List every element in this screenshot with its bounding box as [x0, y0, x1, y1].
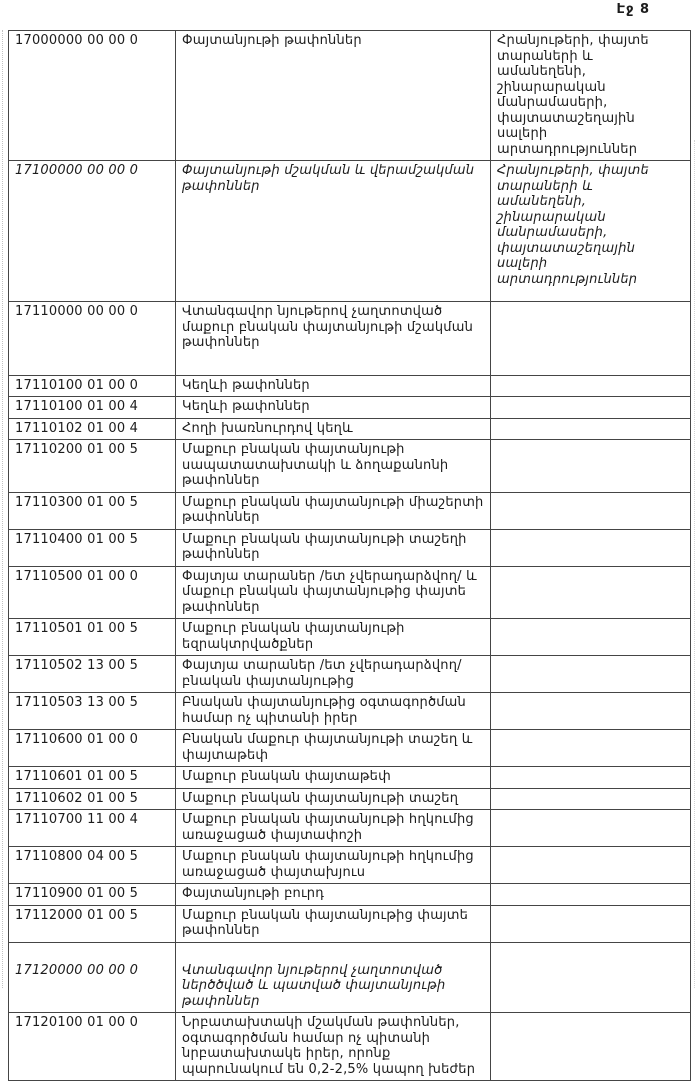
description-cell: Մաքուր բնական փայտանյութի տաշեղի թափոններ — [176, 529, 491, 566]
code-cell: 17110100 01 00 4 — [9, 397, 176, 419]
description-cell: Մաքուր բնական փայտանյութի սապատատախտակի և ձողաքանոնի թափոններ — [176, 440, 491, 493]
code-cell: 17100000 00 00 0 — [9, 161, 176, 302]
table-row — [9, 847, 691, 884]
description-cell: Մաքուր բնական փայտանյութից փայտե թափոններ — [176, 905, 491, 942]
industry-cell: Հրանյութերի, փայտե տարաների և ամանեղենի, շինարարական մանրամասերի, փայտատաշեղային սալերի արտադրություններ — [491, 31, 691, 161]
code-cell: 17000000 00 00 0 — [9, 31, 176, 161]
description-cell: Բնական փայտանյութից օգտագործման համար ոչ պիտանի իրեր — [176, 693, 491, 730]
industry-cell — [491, 656, 691, 693]
industry-cell — [491, 942, 691, 1013]
description-cell: Հողի խառնուրդով կեղև — [176, 418, 491, 440]
description-cell: Բնական մաքուր փայտանյութի տաշեղ և փայտաթեփ — [176, 730, 491, 767]
code-cell: 17120100 01 00 0 — [9, 1013, 176, 1081]
table-row — [9, 397, 691, 419]
code-cell: 17110601 01 00 5 — [9, 767, 176, 789]
table-row — [9, 566, 691, 619]
description-cell: Մաքուր բնական փայտանյութի տաշեղ — [176, 788, 491, 810]
table-row — [9, 884, 691, 906]
description-cell: Մաքուր բնական փայտանյութի հղկումից առաջացած փայտափոշի — [176, 810, 491, 847]
description-cell: Նրբատախտակի մշակման թափոններ, օգտագործման համար ոչ պիտանի նրբատախտակե իրեր, որոնք պարունակում են 0,2-2,5% կապող խեժեր — [176, 1013, 491, 1081]
code-cell: 17110300 01 00 5 — [9, 492, 176, 529]
code-cell: 17110100 01 00 0 — [9, 375, 176, 397]
industry-cell — [491, 418, 691, 440]
table-row — [9, 492, 691, 529]
industry-cell — [491, 566, 691, 619]
table-row — [9, 619, 691, 656]
code-cell: 17110700 11 00 4 — [9, 810, 176, 847]
description-cell: Փայտյա տարաներ /ետ չվերադարձվող/ և մաքուր բնական փայտանյութից փայտե թափոններ — [176, 566, 491, 619]
code-cell: 17110900 01 00 5 — [9, 884, 176, 906]
code-cell: 17110500 01 00 0 — [9, 566, 176, 619]
scan-artifact-line-right — [694, 140, 695, 988]
industry-cell: Հրանյութերի, փայտե տարաների և ամանեղենի, շինարարական մանրամասերի, փայտատաշեղային սալերի արտադրություններ — [491, 161, 691, 302]
code-cell: 17110200 01 00 5 — [9, 440, 176, 493]
table-row — [9, 31, 691, 161]
code-cell: 17110501 01 00 5 — [9, 619, 176, 656]
table-row — [9, 161, 691, 302]
code-cell: 17110000 00 00 0 — [9, 302, 176, 376]
code-cell: 17110400 01 00 5 — [9, 529, 176, 566]
code-cell: 17110800 04 00 5 — [9, 847, 176, 884]
industry-cell — [491, 810, 691, 847]
description-cell: Կեղևի թափոններ — [176, 375, 491, 397]
industry-cell — [491, 619, 691, 656]
description-cell: Մաքուր բնական փայտանյութի հղկումից առաջացած փայտախյուս — [176, 847, 491, 884]
table-row — [9, 440, 691, 493]
code-cell: 17110503 13 00 5 — [9, 693, 176, 730]
table-row — [9, 730, 691, 767]
code-cell: 17110602 01 00 5 — [9, 788, 176, 810]
table-row — [9, 767, 691, 789]
industry-cell — [491, 905, 691, 942]
code-cell: 17110102 01 00 4 — [9, 418, 176, 440]
industry-cell — [491, 529, 691, 566]
description-cell: Փայտանյութի բուրդ — [176, 884, 491, 906]
industry-cell — [491, 492, 691, 529]
table-row — [9, 656, 691, 693]
industry-cell — [491, 730, 691, 767]
industry-cell — [491, 397, 691, 419]
industry-cell — [491, 375, 691, 397]
table-row — [9, 529, 691, 566]
code-cell: 17120000 00 00 0 — [9, 942, 176, 1013]
description-cell: Փայտանյութի թափոններ — [176, 31, 491, 161]
table-row — [9, 1013, 691, 1081]
description-cell: Փայտյա տարաներ /ետ չվերադարձվող/ բնական փայտանյութից — [176, 656, 491, 693]
description-cell: Վտանգավոր նյութերով չաղտոտված մաքուր բնական փայտանյութի մշակման թափոններ — [176, 302, 491, 376]
description-cell: Մաքուր բնական փայտանյութի միաշերտի թափոններ — [176, 492, 491, 529]
industry-cell — [491, 884, 691, 906]
industry-cell — [491, 302, 691, 376]
industry-cell — [491, 847, 691, 884]
table-row — [9, 788, 691, 810]
table-row — [9, 418, 691, 440]
description-cell: Մաքուր բնական փայտաթեփ — [176, 767, 491, 789]
code-cell: 17110600 01 00 0 — [9, 730, 176, 767]
table-row — [9, 693, 691, 730]
table-row — [9, 905, 691, 942]
industry-cell — [491, 440, 691, 493]
table-row — [9, 302, 691, 376]
industry-cell — [491, 1013, 691, 1081]
page-number: Էջ 8 — [616, 2, 650, 17]
waste-table-body — [9, 31, 691, 1081]
description-cell: Փայտանյութի մշակման և վերամշակման թափոններ — [176, 161, 491, 302]
code-cell: 17110502 13 00 5 — [9, 656, 176, 693]
industry-cell — [491, 788, 691, 810]
industry-cell — [491, 693, 691, 730]
table-row — [9, 942, 691, 1013]
table-row — [9, 375, 691, 397]
industry-cell — [491, 767, 691, 789]
table-row — [9, 810, 691, 847]
description-cell: Վտանգավոր նյութերով չաղտոտված ներծծված և պատված փայտանյութի թափոններ — [176, 942, 491, 1013]
waste-classification-table — [8, 30, 691, 1081]
scan-artifact-line-left — [2, 30, 3, 988]
description-cell: Կեղևի թափոններ — [176, 397, 491, 419]
description-cell: Մաքուր բնական փայտանյութի եզրակտրվածքներ — [176, 619, 491, 656]
code-cell: 17112000 01 00 5 — [9, 905, 176, 942]
